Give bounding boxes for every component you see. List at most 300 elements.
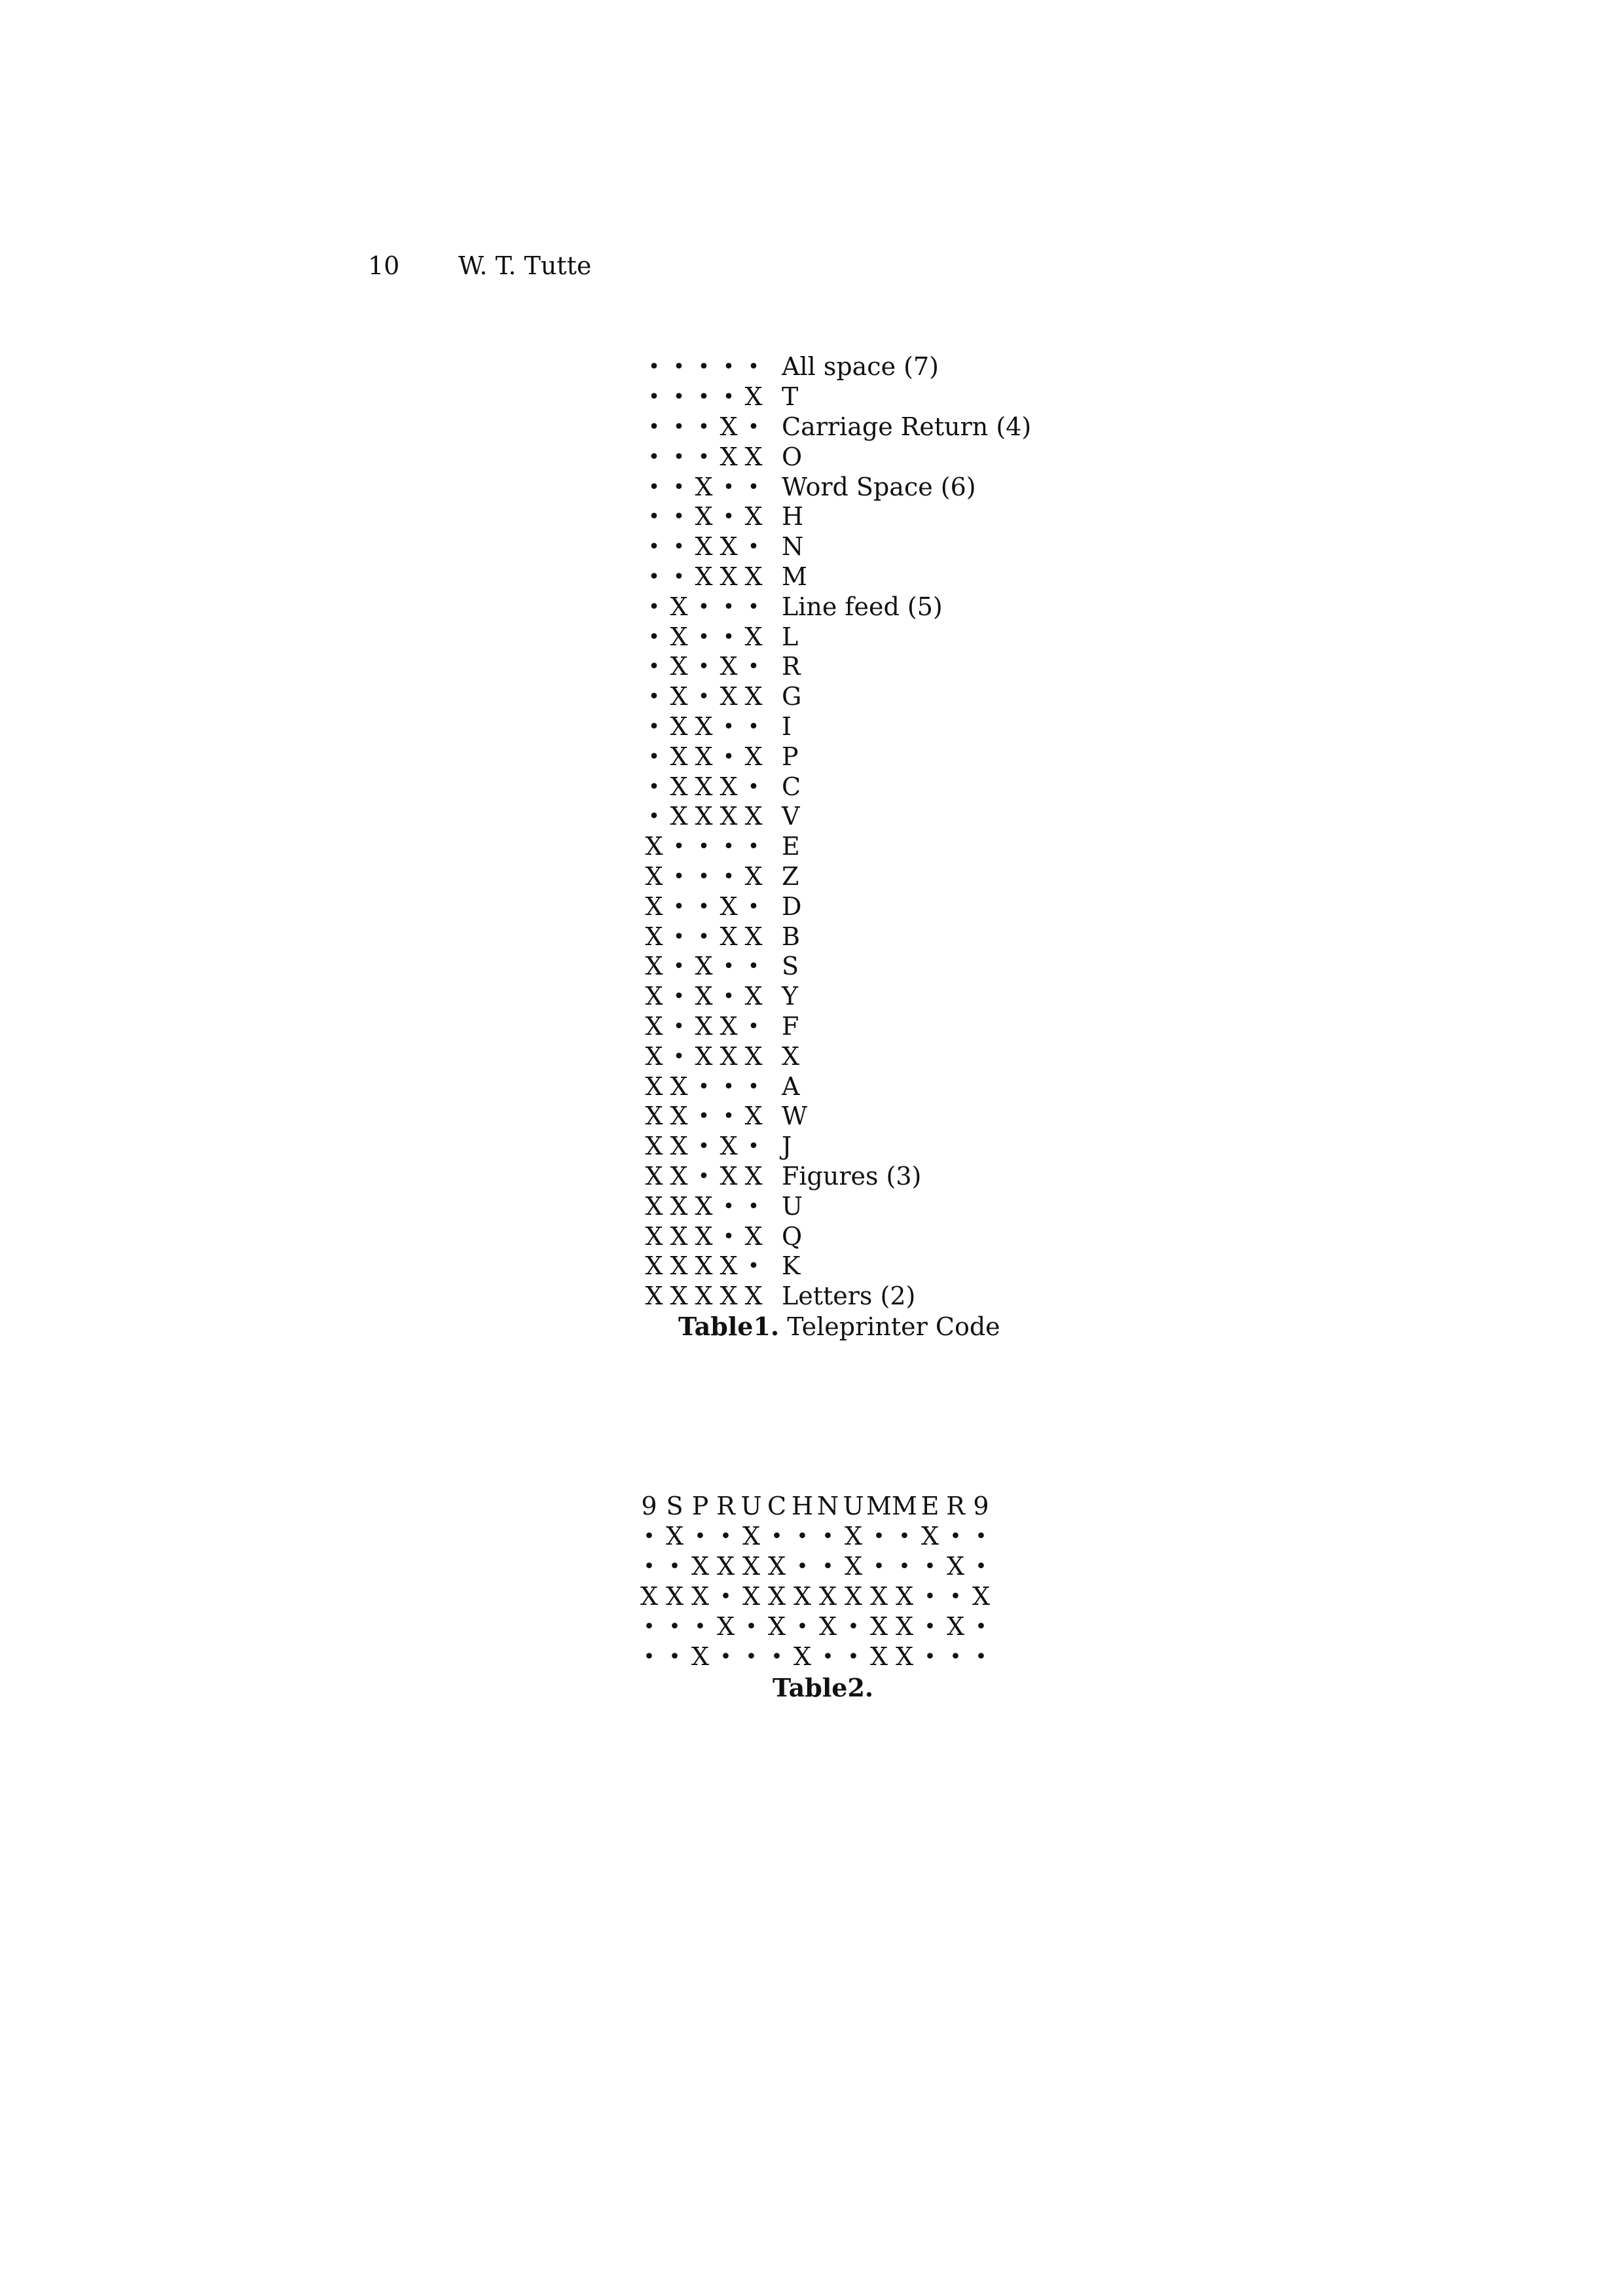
table1-row — [642, 1012, 1031, 1042]
code-symbol: X — [720, 1132, 738, 1161]
table1-row-label: B — [782, 922, 800, 951]
table1-row — [642, 592, 1031, 622]
code-symbol: • — [673, 565, 685, 588]
code-symbol: • — [748, 715, 759, 738]
table1-row-label: D — [782, 891, 802, 921]
table2-symbol: X — [665, 1521, 684, 1551]
code-symbol: X — [670, 1102, 688, 1131]
table2-symbol: • — [771, 1645, 783, 1668]
code-symbol: X — [645, 1071, 663, 1101]
table2-symbol: X — [844, 1521, 863, 1551]
table2-row — [636, 1521, 994, 1551]
table1-row-label: S — [782, 952, 799, 981]
code-symbol: • — [648, 355, 660, 379]
spruchnummer-table — [636, 1491, 994, 1672]
table2-symbol: • — [643, 1554, 655, 1578]
code-symbol: • — [673, 415, 685, 439]
table2-symbol: • — [924, 1615, 936, 1638]
code-symbol: • — [673, 355, 685, 379]
table1-row — [642, 952, 1031, 982]
table1-row-label: E — [782, 832, 800, 861]
code-symbol: X — [695, 1011, 713, 1041]
code-symbol: X — [645, 922, 663, 951]
code-symbol: X — [744, 922, 763, 951]
code-symbol: X — [744, 622, 763, 651]
code-symbol: • — [698, 625, 710, 649]
code-symbol: X — [720, 772, 738, 801]
table1-row-code — [642, 562, 773, 592]
code-symbol: • — [698, 445, 710, 469]
table2-symbol: X — [895, 1641, 914, 1671]
code-symbol: X — [744, 562, 763, 591]
table1-row — [642, 472, 1031, 502]
table1-row — [642, 382, 1031, 412]
code-symbol: • — [648, 535, 660, 559]
table1-row — [642, 352, 1031, 382]
table1-row-code — [642, 802, 773, 831]
table2-symbol: • — [975, 1524, 987, 1548]
code-symbol: • — [698, 595, 710, 619]
table2-symbol: • — [643, 1615, 655, 1638]
code-symbol: X — [695, 952, 713, 981]
code-symbol: X — [695, 472, 713, 501]
table1-row — [642, 1191, 1031, 1221]
table2-header-char: M — [892, 1491, 917, 1520]
table2-header-char: R — [716, 1491, 735, 1520]
code-symbol: X — [720, 802, 738, 831]
code-symbol: X — [645, 1282, 663, 1311]
code-symbol: • — [648, 415, 660, 439]
table1-row-label: V — [782, 802, 800, 831]
table2-symbol: X — [691, 1551, 710, 1581]
table2-symbol: X — [665, 1581, 684, 1611]
code-symbol: • — [748, 1255, 759, 1278]
table1-row-label: A — [782, 1071, 800, 1101]
table2-symbol: X — [640, 1581, 659, 1611]
table1-row-code — [642, 412, 773, 442]
table1-row — [642, 532, 1031, 562]
code-symbol: • — [723, 835, 735, 859]
code-symbol: • — [723, 355, 735, 379]
code-symbol: X — [670, 1132, 688, 1161]
code-symbol: • — [748, 835, 759, 859]
table1-row — [642, 862, 1031, 892]
code-symbol: X — [695, 1221, 713, 1251]
code-symbol: • — [723, 505, 735, 529]
table1-row — [642, 652, 1031, 682]
code-symbol: X — [744, 802, 763, 831]
code-symbol: • — [748, 475, 759, 499]
table1-row-code — [642, 712, 773, 742]
code-symbol: X — [720, 412, 738, 441]
code-symbol: • — [648, 505, 660, 529]
code-symbol: X — [645, 1132, 663, 1161]
code-symbol: X — [645, 1191, 663, 1221]
code-symbol: • — [723, 595, 735, 619]
code-symbol: • — [673, 1045, 685, 1068]
code-symbol: • — [748, 355, 759, 379]
code-symbol: X — [744, 502, 763, 531]
table2-symbol: • — [949, 1645, 962, 1668]
code-symbol: X — [744, 382, 763, 412]
table1-caption — [678, 1311, 1000, 1342]
table2-symbol: • — [822, 1524, 834, 1548]
table1-row-code — [642, 1102, 773, 1131]
table2-symbol: • — [694, 1524, 706, 1548]
table1-row-label: I — [782, 711, 792, 741]
code-symbol: • — [698, 1075, 710, 1098]
table1-row-code — [642, 442, 773, 472]
code-symbol: • — [748, 1135, 759, 1158]
table2-symbol: • — [847, 1615, 860, 1638]
code-symbol: • — [673, 835, 685, 859]
code-symbol: X — [720, 891, 738, 921]
code-symbol: X — [744, 1041, 763, 1071]
table2-symbol: X — [818, 1581, 837, 1611]
table2-symbol: X — [767, 1581, 786, 1611]
table2-symbol: X — [793, 1581, 812, 1611]
table1-row-label: N — [782, 532, 804, 562]
table1-row-label: H — [782, 502, 804, 531]
table1-row — [642, 802, 1031, 832]
table1-row-code — [642, 1072, 773, 1102]
code-symbol: • — [698, 1105, 710, 1128]
table1-row-label: P — [782, 742, 799, 771]
table1-row — [642, 1102, 1031, 1132]
code-symbol: • — [698, 1135, 710, 1158]
code-symbol: • — [673, 955, 685, 978]
table1-row-label: O — [782, 442, 803, 471]
code-symbol: X — [670, 652, 688, 681]
table1-row-label: J — [782, 1132, 792, 1161]
code-symbol: X — [670, 592, 688, 621]
code-symbol: X — [695, 532, 713, 562]
table2-symbol: • — [924, 1645, 936, 1668]
code-symbol: X — [695, 982, 713, 1011]
table1-row-code — [642, 1042, 773, 1071]
table2-header-char: E — [921, 1491, 939, 1520]
table2-symbol: • — [847, 1645, 860, 1668]
code-symbol: X — [720, 532, 738, 562]
table1-row — [642, 1221, 1031, 1251]
table2-symbol: • — [873, 1554, 885, 1578]
table1-row-label: Q — [782, 1221, 803, 1251]
table2-symbol: X — [742, 1521, 761, 1551]
table2-symbol: X — [716, 1551, 735, 1581]
table1-row — [642, 772, 1031, 802]
code-symbol: X — [645, 982, 663, 1011]
table1-row-label: T — [782, 382, 799, 412]
code-symbol: • — [698, 1164, 710, 1188]
code-symbol: • — [698, 895, 710, 918]
code-symbol: X — [744, 442, 763, 471]
code-symbol: X — [670, 1221, 688, 1251]
table1-caption-label: Table1. — [678, 1312, 780, 1341]
table1-row — [642, 922, 1031, 952]
table1-row-code — [642, 652, 773, 681]
code-symbol: X — [645, 832, 663, 861]
code-symbol: • — [723, 955, 735, 978]
table1-row-code — [642, 952, 773, 981]
table2-symbol: • — [643, 1645, 655, 1668]
code-symbol: • — [673, 505, 685, 529]
table1-row-label: M — [782, 562, 807, 591]
code-symbol: X — [645, 1161, 663, 1191]
table1-row — [642, 1282, 1031, 1312]
code-symbol: X — [744, 982, 763, 1011]
table2-symbol: • — [796, 1554, 809, 1578]
table2-symbol: • — [873, 1524, 885, 1548]
code-symbol: • — [673, 925, 685, 948]
code-symbol: • — [673, 865, 685, 888]
code-symbol: X — [720, 562, 738, 591]
table2-header-char: C — [767, 1491, 787, 1520]
code-symbol: • — [723, 1105, 735, 1128]
table2-symbol: X — [767, 1611, 786, 1641]
table1-row-code — [642, 1282, 773, 1311]
code-symbol: • — [648, 775, 660, 798]
code-symbol: X — [720, 1282, 738, 1311]
table1-row-label: R — [782, 652, 801, 681]
code-symbol: X — [744, 682, 763, 711]
code-symbol: • — [648, 715, 660, 738]
table2-row — [636, 1551, 994, 1581]
code-symbol: • — [673, 386, 685, 409]
table2-symbol: X — [946, 1551, 965, 1581]
table2-caption: Table2. — [773, 1673, 874, 1702]
code-symbol: X — [695, 772, 713, 801]
table2-header-char: 9 — [641, 1491, 657, 1520]
code-symbol: • — [698, 925, 710, 948]
table1-row-label: W — [782, 1102, 808, 1131]
code-symbol: • — [698, 655, 710, 679]
table1-row — [642, 982, 1031, 1012]
code-symbol: • — [723, 475, 735, 499]
table2-symbol: X — [946, 1611, 965, 1641]
code-symbol: X — [670, 622, 688, 651]
table1-row-code — [642, 892, 773, 922]
table2-symbol: • — [796, 1615, 809, 1638]
table1-row-code — [642, 352, 773, 382]
code-symbol: X — [744, 1282, 763, 1311]
code-symbol: X — [670, 1282, 688, 1311]
code-symbol: X — [670, 1191, 688, 1221]
code-symbol: • — [648, 805, 660, 829]
table2-symbol: X — [767, 1551, 786, 1581]
table1-row-code — [642, 862, 773, 891]
code-symbol: X — [720, 442, 738, 471]
table2-symbol: X — [895, 1581, 914, 1611]
table1-row — [642, 1132, 1031, 1162]
table1-row-code — [642, 622, 773, 652]
code-symbol: X — [670, 742, 688, 771]
code-symbol: • — [723, 745, 735, 768]
code-symbol: • — [748, 1014, 759, 1038]
code-symbol: • — [748, 955, 759, 978]
table1-row — [642, 622, 1031, 652]
table2-symbol: • — [668, 1645, 681, 1668]
table2-symbol: • — [694, 1615, 706, 1638]
table1-row — [642, 1041, 1031, 1071]
table2-symbol: • — [643, 1524, 655, 1548]
code-symbol: X — [744, 861, 763, 891]
code-symbol: X — [695, 1191, 713, 1221]
table1-row-label: L — [782, 622, 799, 651]
table2-symbol: X — [818, 1611, 837, 1641]
code-symbol: X — [670, 1161, 688, 1191]
code-symbol: • — [723, 625, 735, 649]
table1-row-code — [642, 502, 773, 531]
code-symbol: X — [695, 502, 713, 531]
table2-symbol: • — [822, 1554, 834, 1578]
table1-row-label: Z — [782, 861, 799, 891]
table2-symbol: • — [745, 1615, 757, 1638]
code-symbol: X — [670, 772, 688, 801]
table2-header-char: H — [791, 1491, 814, 1520]
code-symbol: • — [673, 445, 685, 469]
code-symbol: X — [695, 802, 713, 831]
code-symbol: • — [648, 475, 660, 499]
table2-symbol: • — [720, 1524, 732, 1548]
table2-symbol: • — [796, 1524, 809, 1548]
table2-symbol: X — [869, 1611, 888, 1641]
code-symbol: X — [695, 1251, 713, 1281]
code-symbol: • — [748, 655, 759, 679]
table1-row-label: X — [782, 1041, 800, 1071]
code-symbol: • — [673, 985, 685, 1009]
table1-row-label: Y — [782, 982, 799, 1011]
code-symbol: • — [673, 1014, 685, 1038]
code-symbol: • — [698, 386, 710, 409]
table1-row — [642, 442, 1031, 472]
code-symbol: • — [748, 1194, 759, 1218]
table1-row-label: G — [782, 682, 802, 711]
table1-row-label: All space (7) — [782, 352, 939, 382]
table2-symbol: X — [921, 1521, 939, 1551]
table1-row-code — [642, 473, 773, 502]
table2-symbol: • — [949, 1585, 962, 1608]
code-symbol: X — [720, 1041, 738, 1071]
table2-header-char: U — [740, 1491, 762, 1520]
code-symbol: • — [748, 895, 759, 918]
code-symbol: X — [720, 922, 738, 951]
table1-row — [642, 412, 1031, 442]
table1-row-label: Letters (2) — [782, 1282, 916, 1311]
code-symbol: • — [723, 985, 735, 1009]
code-symbol: X — [670, 682, 688, 711]
table1-row — [642, 502, 1031, 532]
code-symbol: X — [645, 1102, 663, 1131]
table2-symbol: • — [720, 1645, 732, 1668]
code-symbol: • — [723, 1075, 735, 1098]
code-symbol: X — [645, 1011, 663, 1041]
code-symbol: X — [645, 1041, 663, 1071]
table2-header-char: 9 — [973, 1491, 989, 1520]
table1-row — [642, 1251, 1031, 1282]
table1-row-code — [642, 772, 773, 802]
code-symbol: X — [720, 652, 738, 681]
table2-header-char: M — [866, 1491, 892, 1520]
table1-row-code — [642, 382, 773, 412]
code-symbol: • — [748, 775, 759, 798]
code-symbol: X — [645, 1221, 663, 1251]
table2-symbol: • — [668, 1554, 681, 1578]
table1-row-label: F — [782, 1011, 799, 1041]
code-symbol: • — [648, 445, 660, 469]
table2-symbol: X — [844, 1551, 863, 1581]
table1-row — [642, 712, 1031, 742]
table1-row-code — [642, 982, 773, 1011]
table2-symbol: • — [949, 1524, 962, 1548]
code-symbol: X — [645, 1251, 663, 1281]
code-symbol: • — [748, 415, 759, 439]
table1-row — [642, 832, 1031, 862]
table2-header-row — [636, 1491, 994, 1521]
table2-symbol: X — [691, 1581, 710, 1611]
table2-header-char: U — [843, 1491, 864, 1520]
table2-symbol: X — [869, 1641, 888, 1671]
table2-symbol: • — [975, 1645, 987, 1668]
table1-row-code — [642, 1222, 773, 1251]
table1-row-label: C — [782, 772, 801, 801]
page-number: 10 — [368, 251, 400, 280]
running-head-author: W. T. Tutte — [458, 251, 592, 280]
code-symbol: • — [648, 655, 660, 679]
code-symbol: • — [723, 1194, 735, 1218]
code-symbol: X — [744, 1161, 763, 1191]
table1-row-code — [642, 742, 773, 772]
code-symbol: X — [720, 1011, 738, 1041]
table1-row — [642, 1071, 1031, 1102]
table2-symbol: X — [716, 1611, 735, 1641]
code-symbol: • — [648, 386, 660, 409]
table1-row-code — [642, 1192, 773, 1221]
table1-row — [642, 891, 1031, 922]
table2-symbol: • — [822, 1645, 834, 1668]
code-symbol: • — [723, 865, 735, 888]
code-symbol: X — [720, 682, 738, 711]
table2-symbol: • — [924, 1554, 936, 1578]
code-symbol: • — [748, 595, 759, 619]
code-symbol: • — [673, 475, 685, 499]
code-symbol: X — [695, 1282, 713, 1311]
code-symbol: X — [695, 711, 713, 741]
table1-row-code — [642, 532, 773, 562]
code-symbol: • — [648, 745, 660, 768]
table2-row — [636, 1641, 994, 1672]
table2-row — [636, 1581, 994, 1611]
table2-symbol: X — [895, 1611, 914, 1641]
code-symbol: X — [670, 1251, 688, 1281]
code-symbol: • — [723, 715, 735, 738]
code-symbol: • — [648, 595, 660, 619]
code-symbol: X — [720, 1161, 738, 1191]
table1-row-label: K — [782, 1251, 801, 1281]
code-symbol: • — [698, 415, 710, 439]
table1-row-code — [642, 682, 773, 711]
table2-symbol: • — [668, 1615, 681, 1638]
code-symbol: X — [744, 742, 763, 771]
table2-row — [636, 1611, 994, 1641]
code-symbol: X — [670, 1071, 688, 1101]
table1-caption-text: Teleprinter Code — [787, 1312, 1000, 1341]
table1-row-label: Figures (3) — [782, 1161, 922, 1191]
code-symbol: • — [723, 1225, 735, 1248]
table2-symbol: X — [793, 1641, 812, 1671]
table2-symbol: X — [869, 1581, 888, 1611]
code-symbol: • — [723, 386, 735, 409]
table2-symbol: • — [975, 1615, 987, 1638]
